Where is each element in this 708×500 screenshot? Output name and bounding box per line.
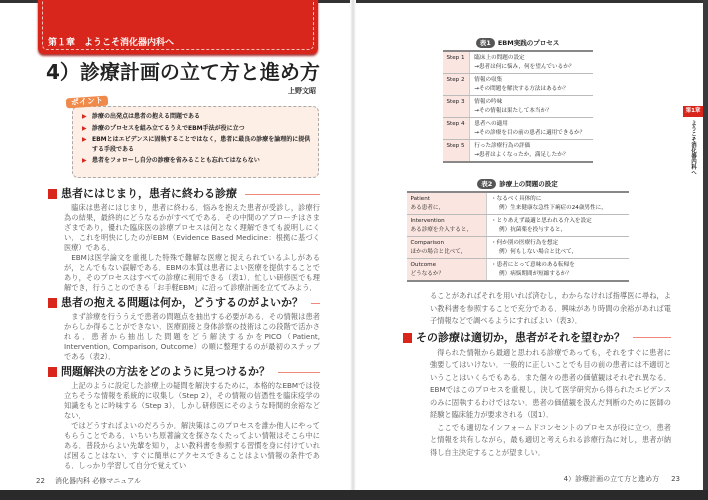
pico-example: 例）病悩期間が短縮するか？ <box>499 270 572 277</box>
right-main-column <box>403 290 671 471</box>
point-text: 診療の出発点は患者の抱える問題である <box>92 113 201 120</box>
tables-column <box>405 38 630 282</box>
step-cell: Step 5 <box>443 140 470 163</box>
step-cell: Step 2 <box>443 74 470 96</box>
table2-badge: 表2 <box>477 179 496 189</box>
heading-rule <box>311 303 320 304</box>
pico-point: ・患者にとって意味のある転帰を <box>491 262 575 268</box>
point-label: ポイント <box>66 96 109 109</box>
step-text: 情報の吟味 <box>474 99 503 105</box>
pico-label-cell <box>407 237 487 259</box>
point-item <box>82 156 316 166</box>
bottom-edge <box>0 490 708 500</box>
pico-desc-cell <box>487 259 629 282</box>
step-cell: Step 3 <box>443 96 470 118</box>
section-marker-icon <box>48 298 57 308</box>
chapter-title: 第１章 ようこそ消化器内科へ <box>48 38 175 48</box>
step-text: 臨床上の問題の設定 <box>474 55 525 61</box>
table1 <box>443 50 593 163</box>
pico-en: Outcome <box>410 262 437 268</box>
heading-rule <box>633 337 671 338</box>
paragraph: ではどうすればよいのだろうか．解決策はこのプロセスを誰か他人にやってもらうことである．いちいち原著論文を探さなくたってよい情報はそこら中にある．普段からよい先輩を知り，よい教科書を参照する習慣を身に付けていれば困ることはない．すぐに簡単にアクセスできることはよい情報の条件である．しっかり学習して自分で覚えてい <box>64 421 320 470</box>
section-marker-icon <box>403 333 412 343</box>
point-list <box>82 112 316 168</box>
pico-ja: どうなるか？ <box>410 270 445 277</box>
page-title: 4）診療計画の立て方と進め方 <box>46 60 320 84</box>
pico-desc-cell <box>487 215 629 237</box>
section-marker-icon <box>48 367 57 377</box>
table-row <box>443 140 593 163</box>
right-edge <box>703 0 708 500</box>
paragraph: 上記のように設定した診療上の疑問を解決するために，本格的なEBMでは役立ちそうな情報を系統的に収集し（Step 2），その情報の信憑性を臨床疫学の知識をもとに吟味する（Step 3）．しかし研修医にそのような時間的余裕などない． <box>64 381 320 420</box>
chapter-side-tab <box>683 106 703 175</box>
section-heading-text: 問題解決の方法をどのように見つけるか？ <box>61 365 270 378</box>
step-sub: →その情報は果たして本当か？ <box>474 107 552 114</box>
pico-label-cell <box>407 259 487 282</box>
step-desc-cell <box>470 118 593 140</box>
section-body <box>64 312 320 362</box>
table-row <box>407 192 629 215</box>
table1-badge: 表1 <box>476 38 495 48</box>
section-heading <box>403 331 671 345</box>
paragraph: ここでも適切なインフォームドコンセントのプロセスが役に立つ．患者と情報を共有しながら，最も適切と考えられる診療行為に対し，患者が納得し自主決定することが望ましい． <box>430 422 671 457</box>
step-sub: →患者はよくなったか，満足したか？ <box>474 151 569 158</box>
pico-point: ・とりあえず最適と思われる介入を設定 <box>491 218 592 224</box>
point-item <box>82 124 316 134</box>
table1-title-text: EBM実践のプロセス <box>497 39 560 47</box>
point-text: EBMとはエビデンスに固執することではなく，患者に最良の診療を論理的に提供する手段である <box>92 136 311 153</box>
triangle-bullet-icon: ▶ <box>82 124 87 132</box>
step-text: 情報の収集 <box>474 77 503 83</box>
heading-rule <box>278 372 320 373</box>
step-text: 行った診療行為の評価 <box>474 143 531 149</box>
table-row <box>443 74 593 96</box>
pico-ja: ある診療を介入すると， <box>410 226 473 233</box>
pico-ja: ほかの場合と比べて， <box>410 248 467 255</box>
step-sub: →その診療を目の前の患者に適用できるか？ <box>474 129 586 136</box>
section-heading <box>48 365 320 379</box>
pico-desc-cell <box>487 192 629 215</box>
paragraph: ることがあればそれを用いれば済むし，わからなければ指導医に尋ね，よい教科書を参照することで充分である．興味があり時間の余裕があれば電子情報などで調べるようにすればよい（表3）． <box>430 291 671 325</box>
pico-example: 例）生来健康な急性下痢症の24歳男性に， <box>499 204 607 211</box>
page-number: 23 <box>671 475 680 483</box>
table-row <box>443 118 593 140</box>
pico-label-cell <box>407 192 487 215</box>
table1-title <box>476 38 559 48</box>
continuation-text <box>430 290 671 328</box>
point-item <box>82 112 316 122</box>
table2-title-text: 診療上の問題の設定 <box>499 180 558 188</box>
step-cell: Step 4 <box>443 118 470 140</box>
pico-example: 例）抗菌薬を投与すると， <box>499 226 567 233</box>
step-text: 患者への適用 <box>474 121 508 127</box>
running-footer: 4）診療計画の立て方と進め方 <box>563 475 660 483</box>
side-tab-chapter: 第1章 <box>683 106 703 117</box>
pico-en: Comparison <box>410 240 444 246</box>
paragraph: 臨床は患者にはじまり，患者に終わる．悩みを抱えた患者が受診し，診療行為の結果，最終的にどうなるかがすべてである．その中間のアプローチはさまざまであり，優れた臨床医の診療プロセスは何となく理解できても説明しにくい．これを明快にしたのがEBM（Evidence Based Medicine：根拠に基づく医療）である． <box>64 203 320 252</box>
left-main-column <box>48 184 320 471</box>
step-sub: →患者は何に悩み，何を望んでいるか？ <box>474 63 575 70</box>
section-body <box>64 203 320 293</box>
pico-label-cell <box>407 215 487 237</box>
right-footer <box>520 475 680 484</box>
step-desc-cell <box>470 51 593 74</box>
pico-en: Intervention <box>410 218 445 224</box>
paragraph: まず診療を行ううえで患者の問題点を抽出する必要がある．その情報は患者からしか得ることができない．医療面接と身体診察の技術はこの段階で活かされる．患者から抽出した問題をどう解決するかをPICO（Patient, Intervention, Comparison, Outcome）の順に整理するのが最初のステップである（表2）． <box>64 312 320 361</box>
pico-point: ・何か別の医療行為を想定 <box>491 240 559 246</box>
section-heading-text: その診療は適切か，患者がそれを望むか？ <box>416 330 625 344</box>
table2 <box>407 191 629 282</box>
running-footer: 消化器内科 必修マニュアル <box>55 477 141 485</box>
triangle-bullet-icon: ▶ <box>82 113 87 120</box>
point-text: 患者をフォローし自分の診療を省みることも忘れてはならない <box>92 157 260 164</box>
step-sub: →その問題を解決する方法はあるか？ <box>474 85 569 92</box>
table-row <box>443 51 593 74</box>
pico-point: ・なるべく具体的に <box>491 196 542 202</box>
paragraph: 得られた情報から最適と思われる診療であっても，それをすぐに患者に強要してはいけない．一般的に正しいことでも目の前の患者には不適切ということはいくらでもある．また個々の患者の価値観はそれぞれ異なる．EBMではこのプロセスを重視し，決して医学研究から得られたエビデンスのみに固執するわけではない．患者の価値観を汲んだ判断のために医師の経験と臨床能力が要求される（図1）． <box>430 347 671 419</box>
table-row <box>407 259 629 282</box>
table2-title <box>477 179 558 189</box>
step-cell: Step 1 <box>443 51 470 74</box>
triangle-bullet-icon: ▶ <box>82 136 87 143</box>
pico-ja: ある患者に， <box>410 204 445 211</box>
step-desc-cell <box>470 140 593 163</box>
section-heading <box>48 187 320 201</box>
pico-en: Patient <box>410 196 430 202</box>
section-heading-text: 患者の抱える問題は何か，どうするのがよいか？ <box>61 296 303 309</box>
triangle-bullet-icon: ▶ <box>82 157 87 164</box>
heading-rule <box>245 194 320 195</box>
point-text: 診療のプロセスを組み立てるうえでEBM手法が役に立つ <box>92 124 245 132</box>
point-item <box>82 135 316 154</box>
paragraph: EBMは医学論文を重視した特殊で難解な医療と捉えられているふしがあるが，とんでもない誤解である．EBMの本質は患者によい医療を提供することであり，そのプロセスはすべての診療に利用できる（表1）．忙しい研修医でも理解でき，行うことのできる「お手軽EBM」に沿って診療計画を立ててみよう． <box>64 253 320 292</box>
side-tab-label: ようこそ消化器内科へ <box>690 120 696 175</box>
section-body <box>430 347 671 460</box>
table-row <box>407 215 629 237</box>
pico-example: 例）何もしない場合と比べて， <box>499 248 578 255</box>
section-body <box>64 381 320 471</box>
table-row <box>443 96 593 118</box>
book-gutter <box>350 0 356 490</box>
page-number: 22 <box>36 477 45 485</box>
step-desc-cell <box>470 74 593 96</box>
section-marker-icon <box>48 189 57 199</box>
step-desc-cell <box>470 96 593 118</box>
section-heading-text: 患者にはじまり，患者に終わる診療 <box>61 187 237 200</box>
table-row <box>407 237 629 259</box>
section-heading <box>48 296 320 310</box>
author: 上野文昭 <box>288 87 316 95</box>
pico-desc-cell <box>487 237 629 259</box>
